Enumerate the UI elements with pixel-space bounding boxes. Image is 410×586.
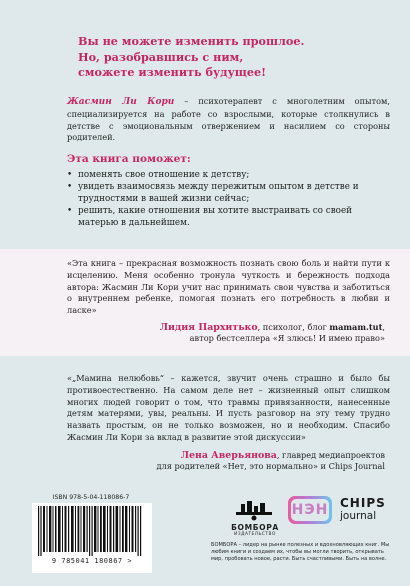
- blurb-line-3: сможете изменить будущее!: [78, 65, 267, 79]
- quote-2-text: «„Мамина нелюбовь“ – кажется, звучит очень страшно и было бы противоестественно. На самом деле нет – жизненный опыт слишком многих людей говорит о том, что травмы привязанности, нанесенные детям матерями, увы, реальны. И пусть разговор на эту тему трудно назвать простым, он не только возможен, но и необходим. Спасибо Жасмин Ли Кори за вклад в развитие этой дискуссии»: [67, 373, 390, 442]
- bullet-icon: •: [67, 182, 73, 192]
- blurb-line-1: Вы не можете изменить прошлое.: [78, 34, 305, 48]
- quote-2-attribution: Лена Аверьянова, главред медиапроектов для родителей «Нет, это нормально» и Chips Journal: [156, 450, 385, 472]
- chips-journal-logo: CHIPS journal: [340, 496, 386, 522]
- quote-1-role: автор бестселлера «Я злюсь! И имею право»: [189, 333, 385, 344]
- nen-logo: НЭН: [288, 496, 332, 524]
- publisher-name: БОМБОРА: [231, 523, 279, 532]
- quote-1-attribution: Лидия Пархитько, психолог, блог mamam.tut, автор бестселлера «Я злюсь! И имею право»: [159, 322, 385, 344]
- help-list: [67, 169, 390, 229]
- isbn-label: ISBN 978-5-04-118086-7: [52, 494, 130, 501]
- quote-2-role: для родителей «Нет, это нормально» и Chips Journal: [156, 461, 385, 472]
- barcode-number: 9 785041 180867 >: [51, 557, 133, 565]
- help-item: • увидеть взаимосвязь между пережитым опытом в детстве и трудностями в вашей жизни сейчас;: [67, 182, 359, 204]
- quote-1-text: «Эта книга – прекрасная возможность познать свою боль и найти пути к исцелению. Меня особенно тронула чуткость и бережность подхода автора: Жасмин Ли Кори учит нас принимать свои чувства и заботиться о внутреннем ребенке, помогая познать его потребность в любви и ласке»: [67, 258, 390, 316]
- quote-1-author: Лидия Пархитько: [159, 322, 258, 333]
- publisher-sub: ИЗДАТЕЛЬСТВО: [234, 532, 276, 537]
- quote-2-author: Лена Аверьянова: [180, 450, 277, 461]
- bullet-icon: •: [67, 170, 73, 180]
- barcode-icon: [38, 506, 146, 556]
- help-item: • поменять свое отношение к детству;: [67, 170, 250, 180]
- help-block: [67, 152, 390, 229]
- help-title: Эта книга поможет:: [67, 153, 191, 165]
- quote-1-blog: mamam.tut: [329, 322, 383, 332]
- help-item: • решить, какие отношения вы хотите выстраивать со своей матерью в дальнейшем.: [67, 206, 353, 228]
- author-name: Жасмин Ли Кори: [67, 97, 175, 107]
- author-bio: [67, 96, 390, 144]
- bombora-logo-icon: [232, 498, 276, 522]
- blurb-line-2: Но, разобравшись с ним,: [78, 49, 244, 64]
- bullet-icon: •: [67, 206, 73, 216]
- publisher-description: БОМБОРА – лидер на рынке полезных и вдохновляющих книг. Мы любим книги и создаем их, чтобы вы могли творить, открывать мир, пробовать новое, расти. Быть счастливыми. Быть на волне.: [211, 542, 390, 562]
- author-text: – психотерапевт с многолетним опытом, специализируется на работе со взрослыми, которые столкнулись в детстве с эмоциональным отвержением и насилием со стороны родителей.: [67, 96, 390, 143]
- blurb: [78, 34, 388, 81]
